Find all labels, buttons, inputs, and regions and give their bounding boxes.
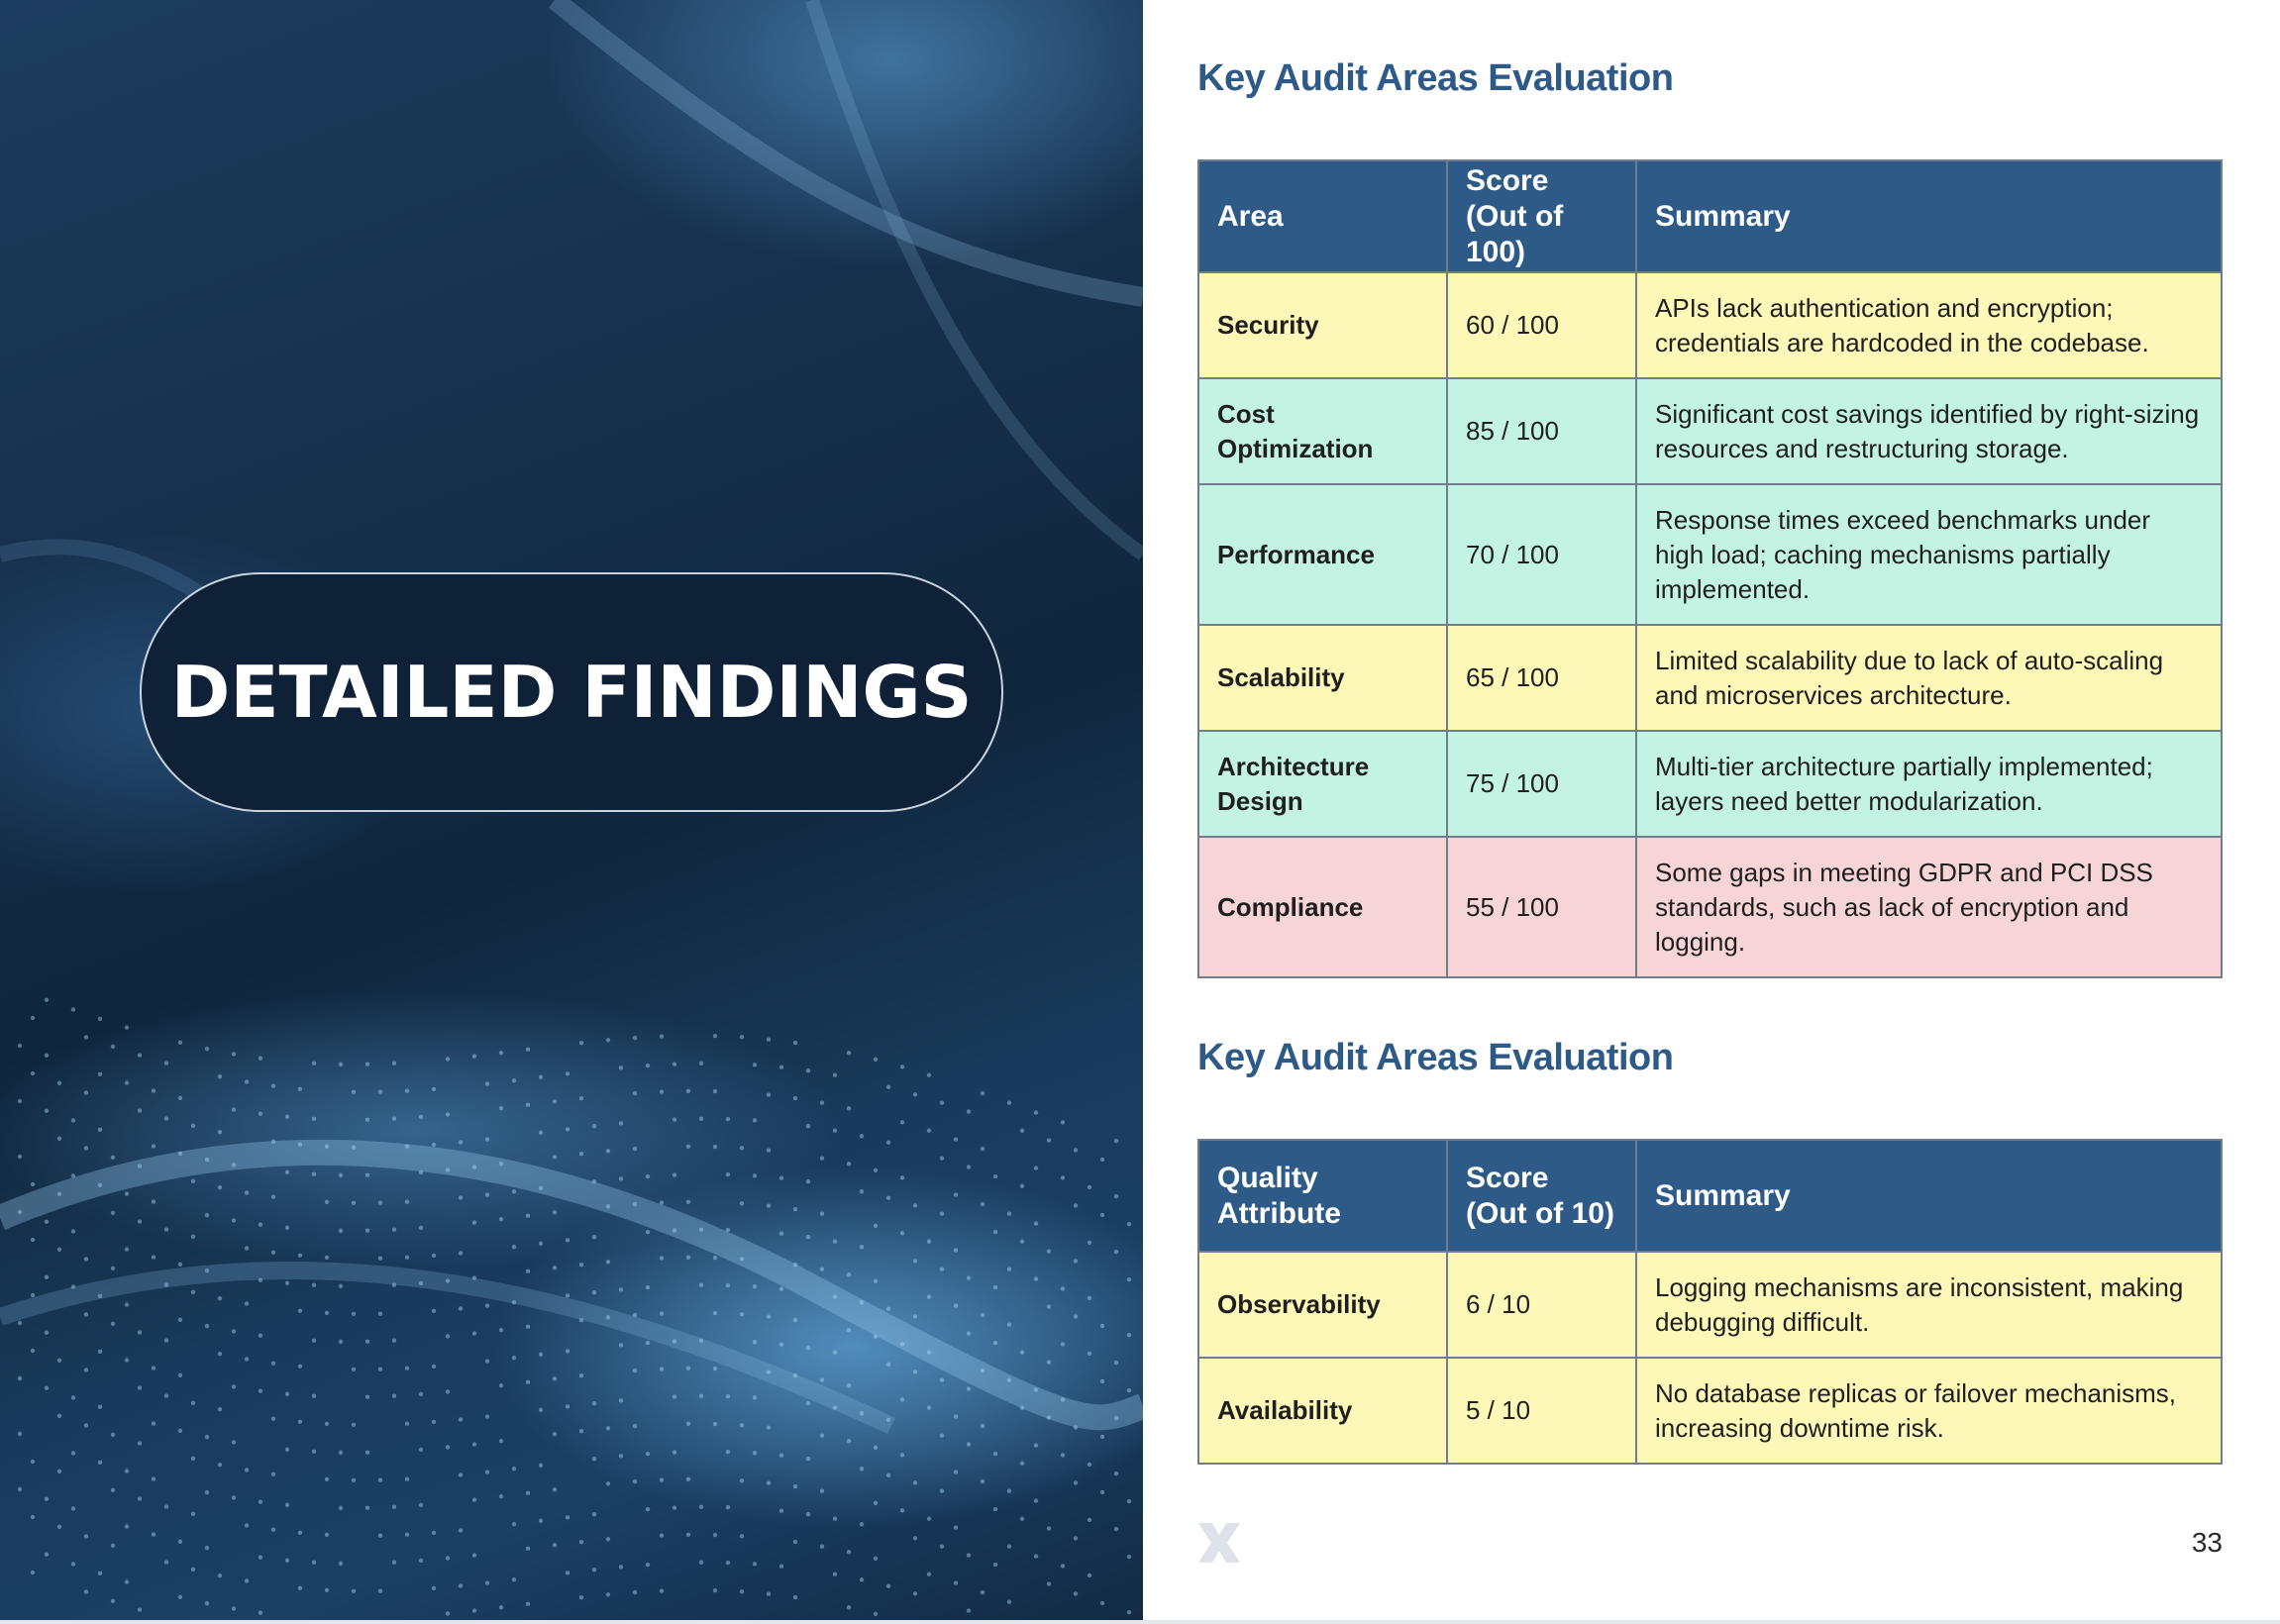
page-edge	[0, 1620, 2280, 1624]
area-cell: Scalability	[1198, 625, 1447, 731]
column-header-score: Score (Out of 100)	[1447, 160, 1636, 272]
table-header-row	[1198, 160, 2222, 272]
area-cell: Architecture Design	[1198, 731, 1447, 837]
score-cell: 5 / 10	[1447, 1358, 1636, 1464]
area-cell: Cost Optimization	[1198, 378, 1447, 484]
score-cell: 65 / 100	[1447, 625, 1636, 731]
summary-cell: Some gaps in meeting GDPR and PCI DSS standards, such as lack of encryption and logging.	[1636, 837, 2222, 977]
score-cell: 60 / 100	[1447, 272, 1636, 378]
table-row	[1198, 378, 2222, 484]
x-logo-icon	[1196, 1521, 1242, 1570]
table-row	[1198, 484, 2222, 625]
table-row	[1198, 625, 2222, 731]
audit-areas-table	[1197, 159, 2223, 978]
score-cell: 55 / 100	[1447, 837, 1636, 977]
summary-cell: Logging mechanisms are inconsistent, making debugging difficult.	[1636, 1252, 2222, 1358]
attribute-cell: Availability	[1198, 1358, 1447, 1464]
summary-cell: Limited scalability due to lack of auto-scaling and microservices architecture.	[1636, 625, 2222, 731]
section-title-pill	[140, 572, 1003, 812]
table-row	[1198, 1252, 2222, 1358]
column-header-summary: Summary	[1636, 1140, 2222, 1252]
table-row	[1198, 272, 2222, 378]
column-header-score: Score (Out of 10)	[1447, 1140, 1636, 1252]
area-cell: Compliance	[1198, 837, 1447, 977]
quality-attributes-table	[1197, 1139, 2223, 1465]
table-header-row	[1198, 1140, 2222, 1252]
score-cell: 70 / 100	[1447, 484, 1636, 625]
column-header-area: Area	[1198, 160, 1447, 272]
area-cell: Security	[1198, 272, 1447, 378]
summary-cell: Multi-tier architecture partially implemented; layers need better modularization.	[1636, 731, 2222, 837]
column-header-summary: Summary	[1636, 160, 2222, 272]
score-cell: 75 / 100	[1447, 731, 1636, 837]
column-header-quality-attribute: Quality Attribute	[1198, 1140, 1447, 1252]
score-cell: 85 / 100	[1447, 378, 1636, 484]
section2-heading: Key Audit Areas Evaluation	[1197, 1037, 1674, 1078]
table-row	[1198, 837, 2222, 977]
score-cell: 6 / 10	[1447, 1252, 1636, 1358]
section-title: DETAILED FINDINGS	[170, 651, 973, 734]
summary-cell: Significant cost savings identified by right-sizing resources and restructuring storage.	[1636, 378, 2222, 484]
area-cell: Performance	[1198, 484, 1447, 625]
summary-cell: Response times exceed benchmarks under high load; caching mechanisms partially implemented.	[1636, 484, 2222, 625]
section1-heading: Key Audit Areas Evaluation	[1197, 57, 1674, 99]
table-row	[1198, 731, 2222, 837]
summary-cell: APIs lack authentication and encryption; credentials are hardcoded in the codebase.	[1636, 272, 2222, 378]
attribute-cell: Observability	[1198, 1252, 1447, 1358]
summary-cell: No database replicas or failover mechanisms, increasing downtime risk.	[1636, 1358, 2222, 1464]
page-number: 33	[2191, 1527, 2223, 1558]
table-row	[1198, 1358, 2222, 1464]
